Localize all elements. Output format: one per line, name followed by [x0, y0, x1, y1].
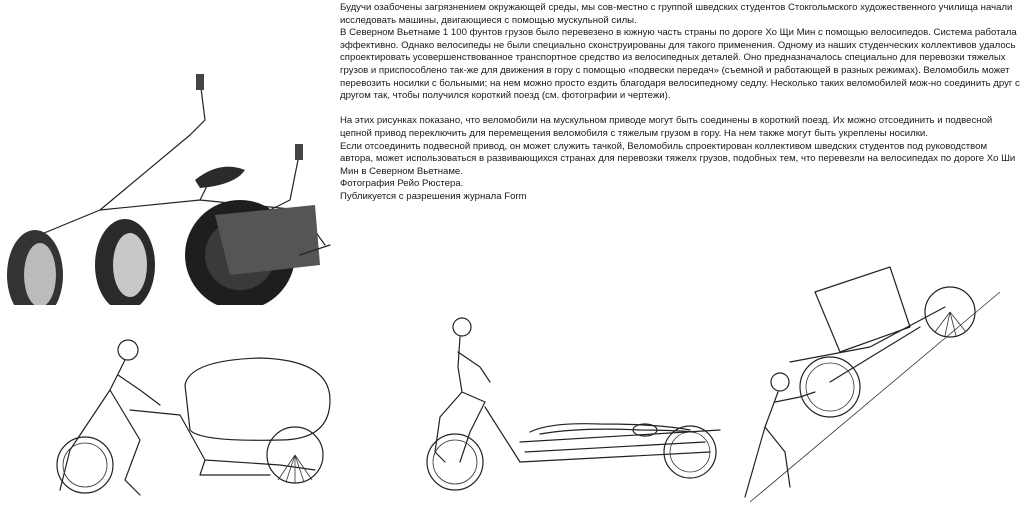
- paragraph-drawings: На этих рисунках показано, что веломобили на мускульном приводе могут быть соединены в короткий поезд. Их можно отсоединить и подвесной цепной привод переключить для перемещения веломобиля с тяжелым грузом в гору. На нем также могут быть укреплены носилки.: [340, 115, 993, 139]
- drawing-pushing-cart: [30, 330, 350, 505]
- article-text: [340, 2, 1020, 204]
- velomobile-photo: [0, 60, 335, 305]
- paragraph-intro: Будучи озабочены загрязнением окружающей среды, мы сов-местно с группой шведских студентов Стокгольмского художественного училища начали исследовать машины, двигающиеся с помощью мускульной силы.: [340, 2, 1013, 26]
- paragraph-wheelbarrow: Если отсоединить подвесной привод, он может служить тачкой, Веломобиль спроектирован коллективом шведских студентов под руководством автора, может использоваться в развивающихся странах для перевозки тяжелх грузов, подобных тем, что перевезли на велосипедах по дороге Хо Ши Мин в Северном Вьетнаме.: [340, 140, 1016, 177]
- paragraph-vietnam: В Северном Вьетнаме 1 100 фунтов грузов было перевезено в южную часть страны по дороге Хо Щи Мин с помощью велосипедов. Система работала эффективно. Однако велосипеды не были специально сконструированы для такого применения. Одному из наших студенческих коллективов удалось спроектировать усовершенствованное транспортное средство из велосипедных деталей. Оно предназначалось специально для перевозки тяжелых грузов и приспособлено так-же для движения в гору с помощью «подвески передач» (съемной и работающей в разных режимах). Веломобиль может перевозить носилки с больными; на нем можно просто ездить благодаря велосипедному седлу. Несколько таких веломобилей мож-но соединить друг с другом так, чтобы получился короткий поезд (см. фотографии и чертежи).: [340, 27, 1020, 102]
- photo-credit: Фотография Рейо Рюстера.: [340, 178, 464, 190]
- publication-credit: Публикуется с разрешения журнала Form: [340, 190, 527, 202]
- paragraph-gap: [340, 103, 1020, 116]
- drawing-riding-stretcher: [400, 312, 730, 502]
- drawing-uphill: [730, 262, 1020, 507]
